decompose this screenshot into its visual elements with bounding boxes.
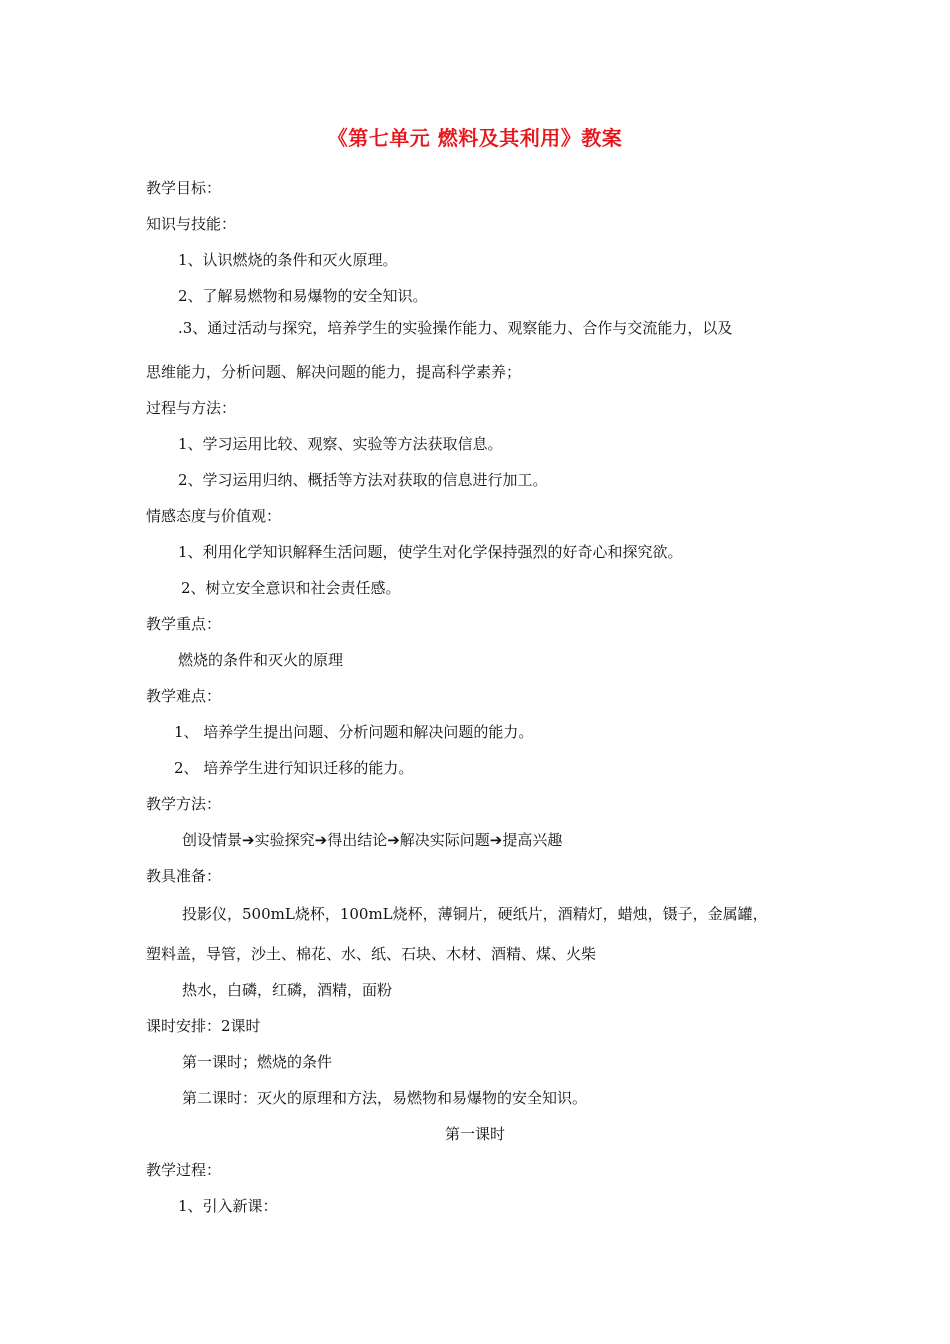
schedule-heading: 课时安排：2课时 [146, 1017, 261, 1035]
process-item: 1、学习运用比较、观察、实验等方法获取信息。 [178, 435, 503, 453]
process-item: 2、学习运用归纳、概括等方法对获取的信息进行加工。 [178, 471, 548, 489]
document-title: 《第七单元 燃料及其利用》教案 [327, 126, 623, 150]
attitude-item: 1、利用化学知识解释生活问题，使学生对化学保持强烈的好奇心和探究欲。 [178, 543, 683, 561]
methods-heading: 教学方法： [146, 795, 222, 813]
process-heading: 过程与方法： [146, 399, 237, 417]
methods-step: 实验探究 [254, 831, 315, 849]
teaching-process-heading: 教学过程： [146, 1161, 222, 1179]
methods-step: 提高兴趣 [502, 831, 563, 849]
attitude-item: 2、树立安全意识和社会责任感。 [181, 579, 401, 597]
difficulties-item: 1、 培养学生提出问题、分析问题和解决问题的能力。 [174, 723, 534, 741]
materials-line: 热水，白磷，红磷，酒精，面粉 [182, 981, 393, 999]
key-points-heading: 教学重点： [146, 615, 222, 633]
knowledge-item: .3、通过活动与探究，培养学生的实验操作能力、观察能力、合作与交流能力，以及 [178, 319, 733, 337]
knowledge-heading: 知识与技能： [146, 215, 237, 233]
lesson-one-heading: 第一课时 [444, 1125, 505, 1143]
arrow-right-icon: ➔ [314, 831, 328, 849]
methods-step: 创设情景 [182, 831, 243, 849]
schedule-item: 第二课时：灭火的原理和方法，易燃物和易爆物的安全知识。 [182, 1089, 588, 1107]
arrow-right-icon: ➔ [489, 831, 503, 849]
materials-line: 投影仪，500mL烧杯，100mL烧杯，薄铜片，硬纸片，酒精灯，蜡烛，镊子，金属罐， [182, 905, 768, 923]
difficulties-heading: 教学难点： [146, 687, 222, 705]
schedule-item: 第一课时；燃烧的条件 [182, 1053, 333, 1071]
knowledge-item: 1、认识燃烧的条件和灭火原理。 [178, 251, 398, 269]
attitude-heading: 情感态度与价值观： [146, 507, 282, 525]
knowledge-item-continuation: 思维能力，分析问题、解决问题的能力，提高科学素养； [146, 363, 522, 381]
materials-heading: 教具准备： [146, 867, 222, 885]
key-points-text: 燃烧的条件和灭火的原理 [178, 651, 344, 669]
methods-flow [182, 830, 562, 850]
materials-line: 塑料盖，导管，沙土、棉花、水、纸、石块、木材、酒精、煤、火柴 [146, 945, 597, 963]
knowledge-item: 2、了解易燃物和易爆物的安全知识。 [178, 287, 428, 305]
objectives-heading: 教学目标： [146, 179, 222, 197]
methods-step: 解决实际问题 [399, 831, 490, 849]
arrow-right-icon: ➔ [387, 831, 400, 849]
teaching-process-item: 1、引入新课： [178, 1197, 278, 1215]
difficulties-item: 2、 培养学生进行知识迁移的能力。 [174, 759, 414, 777]
arrow-right-icon: ➔ [242, 831, 255, 849]
methods-step: 得出结论 [327, 831, 388, 849]
